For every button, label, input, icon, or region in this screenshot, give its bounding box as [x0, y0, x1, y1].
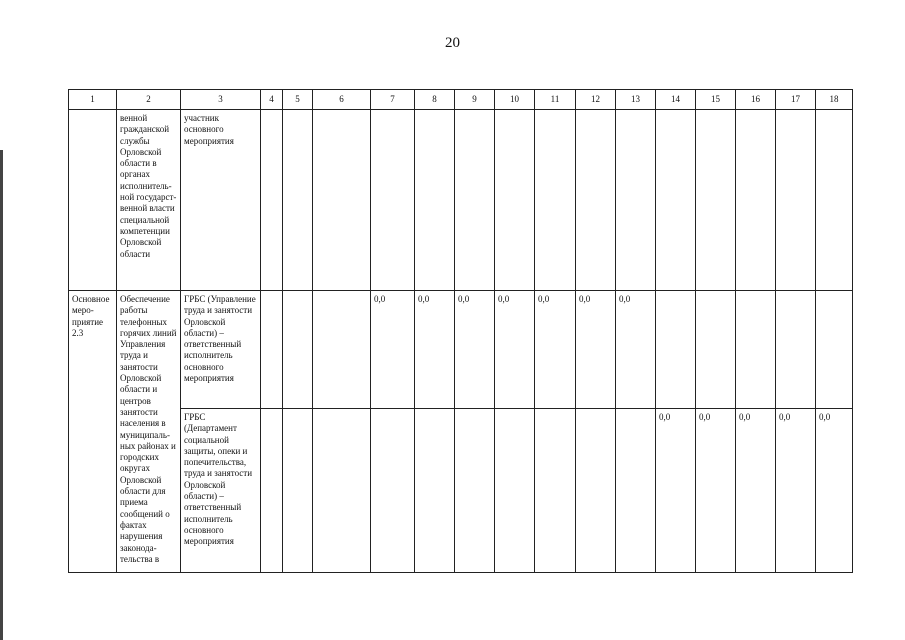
column-header: 3 — [181, 90, 261, 110]
table-cell — [495, 409, 535, 573]
column-header: 11 — [535, 90, 576, 110]
column-header: 17 — [776, 90, 816, 110]
table-cell — [313, 409, 371, 573]
column-header: 8 — [415, 90, 455, 110]
column-header: 12 — [576, 90, 616, 110]
value-cell: 0,0 — [415, 291, 455, 409]
table-cell — [776, 291, 816, 409]
value-cell: 0,0 — [696, 409, 736, 573]
table-cell — [576, 409, 616, 573]
column-header: 5 — [283, 90, 313, 110]
table-cell — [736, 110, 776, 291]
table-row — [69, 110, 853, 291]
scan-edge-shadow — [0, 150, 3, 640]
table-cell — [261, 291, 283, 409]
table-cell — [455, 409, 495, 573]
table-cell — [371, 409, 415, 573]
value-cell: 0,0 — [616, 291, 656, 409]
participant-cell: участник основного мероприятия — [181, 110, 261, 291]
column-header: 14 — [656, 90, 696, 110]
grbs-cell: ГРБС (Департамент социальной защиты, опеки и попечительства, труда и занятости Орловской области) – ответственный исполнитель основного мероприятия — [181, 409, 261, 573]
table-row — [69, 409, 853, 573]
table-cell — [776, 110, 816, 291]
value-cell: 0,0 — [656, 409, 696, 573]
table-cell — [656, 291, 696, 409]
table-cell — [283, 291, 313, 409]
value-cell: 0,0 — [495, 291, 535, 409]
column-header: 9 — [455, 90, 495, 110]
value-cell: 0,0 — [455, 291, 495, 409]
table-cell — [576, 110, 616, 291]
table-cell — [283, 409, 313, 573]
table-cell — [696, 110, 736, 291]
table-cell — [455, 110, 495, 291]
column-number-row — [69, 90, 853, 110]
value-cell: 0,0 — [816, 409, 853, 573]
measure-number-cell: Основное меро-приятие 2.3 — [69, 291, 117, 573]
value-cell: 0,0 — [576, 291, 616, 409]
column-header: 4 — [261, 90, 283, 110]
table-cell — [415, 409, 455, 573]
table-cell — [616, 409, 656, 573]
column-header: 10 — [495, 90, 535, 110]
table-cell — [69, 110, 117, 291]
value-cell: 0,0 — [371, 291, 415, 409]
table-cell — [696, 291, 736, 409]
table-cell — [283, 110, 313, 291]
measure-description-cell: венной гражданской службы Орловской области в органах исполнитель-ной государст-венной власти специальной компетенции Орловской области — [117, 110, 181, 291]
table-row — [69, 291, 853, 409]
table-cell — [261, 409, 283, 573]
column-header: 1 — [69, 90, 117, 110]
table-cell — [313, 291, 371, 409]
value-cell: 0,0 — [776, 409, 816, 573]
table-cell — [656, 110, 696, 291]
table-cell — [616, 110, 656, 291]
table-cell — [495, 110, 535, 291]
table-cell — [261, 110, 283, 291]
column-header: 7 — [371, 90, 415, 110]
table-cell — [371, 110, 415, 291]
table-cell — [736, 291, 776, 409]
table-cell — [816, 291, 853, 409]
table-cell — [415, 110, 455, 291]
value-cell: 0,0 — [535, 291, 576, 409]
budget-table — [68, 89, 853, 573]
column-header: 13 — [616, 90, 656, 110]
table-cell — [535, 110, 576, 291]
table-cell — [535, 409, 576, 573]
column-header: 18 — [816, 90, 853, 110]
measure-description-cell: Обеспечение работы телефонных горячих линий Управления труда и занятости Орловской области и центров занятости населения в муниципаль-ных районах и городских округах Орловской области для приема сообщений о фактах нарушения законода-тельства в — [117, 291, 181, 573]
column-header: 6 — [313, 90, 371, 110]
column-header: 2 — [117, 90, 181, 110]
table-cell — [816, 110, 853, 291]
column-header: 15 — [696, 90, 736, 110]
column-header: 16 — [736, 90, 776, 110]
grbs-cell: ГРБС (Управление труда и занятости Орловской области) – ответственный исполнитель основного мероприятия — [181, 291, 261, 409]
value-cell: 0,0 — [736, 409, 776, 573]
table-cell — [313, 110, 371, 291]
page-number: 20 — [445, 35, 460, 51]
